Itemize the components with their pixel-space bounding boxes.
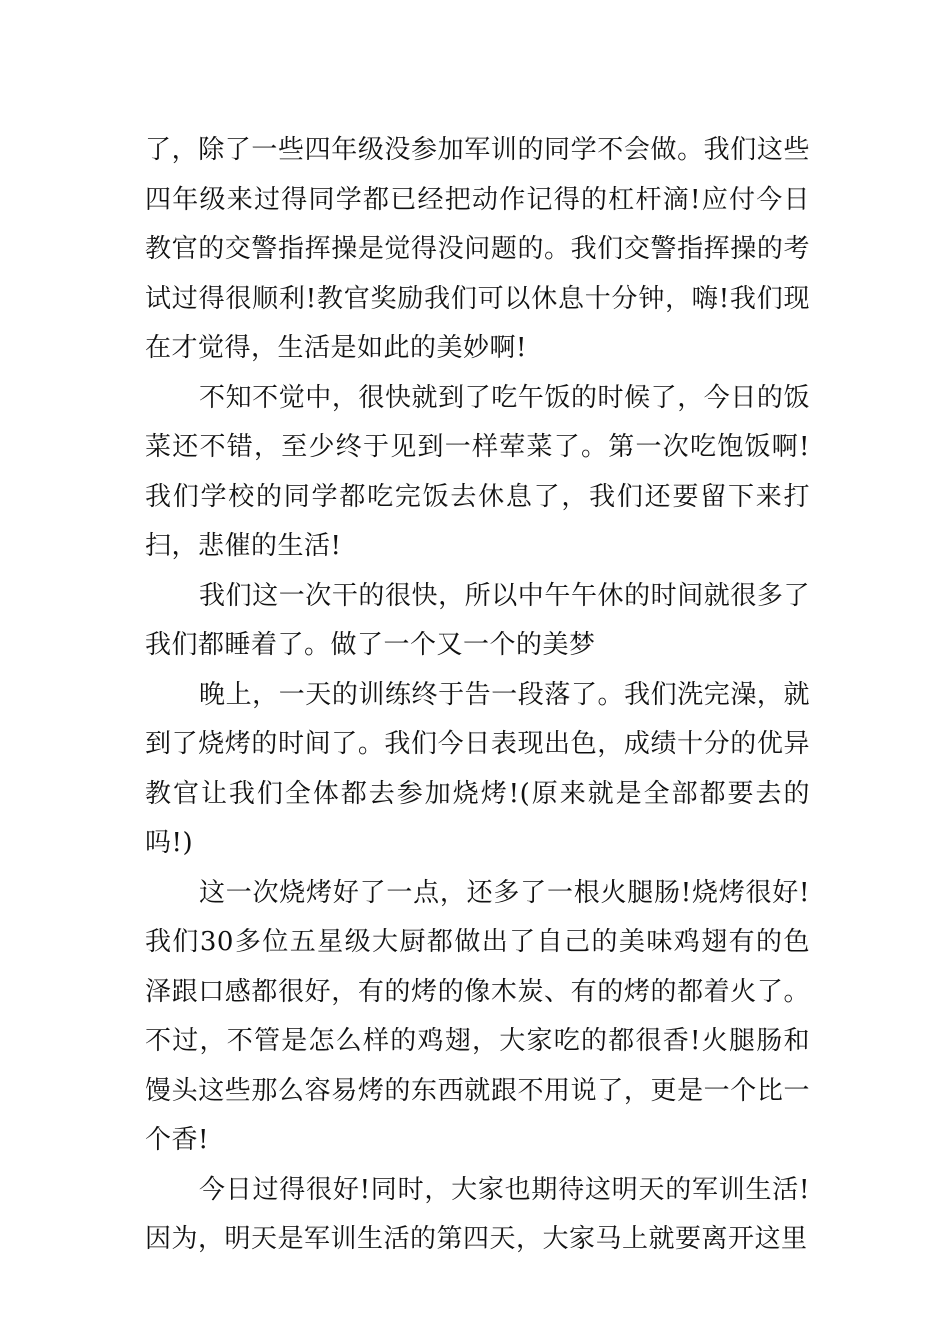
document-body: [145, 126, 810, 1265]
paragraph-2: 不知不觉中，很快就到了吃午饭的时候了，今日的饭菜还不错，至少终于见到一样荤菜了。第一次吃饱饭啊!我们学校的同学都吃完饭去休息了，我们还要留下来打扫，悲催的生活!: [145, 382, 810, 561]
paragraph-3: 我们这一次干的很快，所以中午午休的时间就很多了我们都睡着了。做了一个又一个的美梦: [145, 580, 810, 660]
paragraph-4: 晚上，一天的训练终于告一段落了。我们洗完澡，就到了烧烤的时间了。我们今日表现出色，成绩十分的优异教官让我们全体都去参加烧烤!(原来就是全部都要去的吗!): [145, 679, 810, 858]
paragraph-1: 了，除了一些四年级没参加军训的同学不会做。我们这些四年级来过得同学都已经把动作记得的杠杆滴!应付今日教官的交警指挥操是觉得没问题的。我们交警指挥操的考试过得很顺利!教官奖励我们可以休息十分钟，嗨!我们现在才觉得，生活是如此的美妙啊!: [145, 135, 810, 363]
paragraph-6: 今日过得很好!同时，大家也期待这明天的军训生活!因为，明天是军训生活的第四天，大家马上就要离开这里: [145, 1174, 810, 1254]
paragraph-5: 这一次烧烤好了一点，还多了一根火腿肠!烧烤很好!我们30多位五星级大厨都做出了自己的美味鸡翅有的色泽跟口感都很好，有的烤的像木炭、有的烤的都着火了。不过，不管是怎么样的鸡翅，大家吃的都很香!火腿肠和馒头这些那么容易烤的东西就跟不用说了，更是一个比一个香!: [145, 877, 810, 1155]
